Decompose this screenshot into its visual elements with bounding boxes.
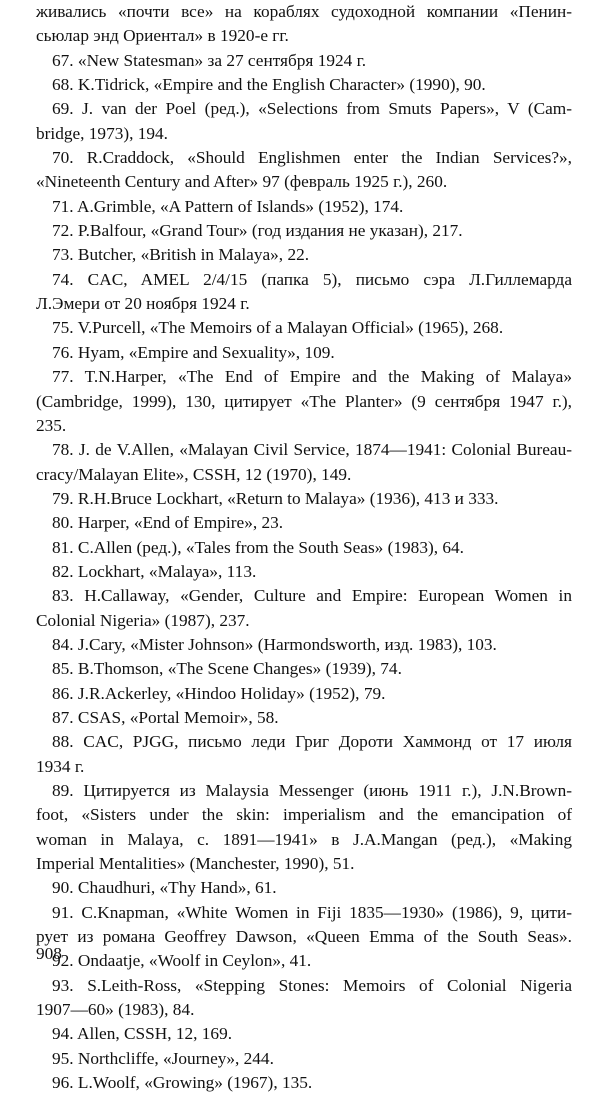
note-72: 72. P.Balfour, «Grand Tour» (год издания не указан), 217. (52, 221, 463, 241)
note-line: Imperial Mentalities» (Manchester, 1990), 51. (36, 854, 355, 874)
note-85: 85. B.Thomson, «The Scene Changes» (1939), 74. (52, 659, 402, 679)
note-line: Colonial Nigeria» (1987), 237. (36, 610, 250, 630)
note-76: 76. Hyam, «Empire and Sexuality», 109. (52, 342, 335, 362)
note-68: 68. K.Tidrick, «Empire and the English Character» (1990), 90. (52, 75, 486, 95)
note-73: 73. Butcher, «British in Malaya», 22. (52, 245, 310, 265)
note-line: 235. (36, 415, 67, 435)
footnotes-list (36, 0, 572, 1095)
note-71: 71. A.Grimble, «A Pattern of Islands» (1952), 174. (52, 196, 404, 216)
note-81: 81. C.Allen (ред.), «Tales from the South Seas» (1983), 64. (52, 537, 464, 557)
note-line: foot, «Sisters under the skin: imperialism and the emancipation of (36, 805, 572, 825)
note-96: 96. L.Woolf, «Growing» (1967), 135. (52, 1073, 313, 1093)
note-92: 92. Ondaatje, «Woolf in Ceylon», 41. (52, 951, 312, 971)
note-84: 84. J.Cary, «Mister Johnson» (Harmondsworth, изд. 1983), 103. (52, 634, 497, 654)
note-91: 91. C.Knapman, «White Women in Fiji 1835—1930» (1986), 9, цити- (52, 902, 572, 922)
note-75: 75. V.Purcell, «The Memoirs of a Malayan Official» (1965), 268. (52, 318, 504, 338)
note-93: 93. S.Leith-Ross, «Stepping Stones: Memoirs of Colonial Nigeria (52, 975, 572, 995)
note-79: 79. R.H.Bruce Lockhart, «Return to Malaya» (1936), 413 и 333. (52, 488, 499, 508)
note-line: (Cambridge, 1999), 130, цитирует «The Planter» (9 сентября 1947 г.), (36, 391, 572, 411)
note-77: 77. T.N.Harper, «The End of Empire and the Making of Malaya» (52, 367, 572, 387)
note-line: bridge, 1973), 194. (36, 123, 168, 143)
note-83: 83. H.Callaway, «Gender, Culture and Empire: European Women in (52, 586, 572, 606)
note-88: 88. CAC, PJGG, письмо леди Григ Дороти Хаммонд от 17 июля (52, 732, 572, 752)
note-67: 67. «New Statesman» за 27 сентября 1924 г. (52, 50, 367, 70)
note-82: 82. Lockhart, «Malaya», 113. (52, 561, 257, 581)
note-line: Л.Эмери от 20 ноября 1924 г. (36, 294, 250, 314)
page-body (36, 0, 572, 1093)
note-line: woman in Malaya, c. 1891—1941» в J.A.Mangan (ред.), «Making (36, 829, 572, 849)
note-69: 69. J. van der Poel (ред.), «Selections from Smuts Papers», V (Cam- (52, 99, 572, 119)
note-line: рует из романа Geoffrey Dawson, «Queen Emma of the South Seas». (36, 927, 572, 947)
note-80: 80. Harper, «End of Empire», 23. (52, 513, 284, 533)
note-74: 74. CAC, AMEL 2/4/15 (папка 5), письмо сэра Л.Гиллемарда (52, 269, 572, 289)
note-line: 1934 г. (36, 756, 85, 776)
note-89: 89. Цитируется из Malaysia Messenger (июнь 1911 г.), J.N.Brown- (52, 781, 572, 800)
note-70: 70. R.Craddock, «Should Englishmen enter the Indian Services?», (52, 148, 572, 168)
note-line: «Nineteenth Century and After» 97 (февраль 1925 г.), 260. (36, 172, 448, 192)
note-90: 90. Chaudhuri, «Thy Hand», 61. (52, 878, 277, 898)
note-86: 86. J.R.Ackerley, «Hindoo Holiday» (1952), 79. (52, 683, 386, 703)
note-line: живались «почти все» на кораблях судоходной компании «Пенин- (36, 2, 572, 21)
note-line: 1907—60» (1983), 84. (36, 1000, 195, 1020)
note-87: 87. CSAS, «Portal Memoir», 58. (52, 707, 279, 727)
note-78: 78. J. de V.Allen, «Malayan Civil Service, 1874—1941: Colonial Bureau- (52, 440, 572, 460)
note-line: cracy/Malayan Elite», CSSH, 12 (1970), 149. (36, 464, 352, 484)
note-94: 94. Allen, CSSH, 12, 169. (52, 1024, 233, 1044)
note-line: сьюлар энд Ориентал» в 1920-е гг. (36, 26, 289, 46)
page-number: 908 (36, 944, 62, 963)
note-95: 95. Northcliffe, «Journey», 244. (52, 1048, 274, 1068)
